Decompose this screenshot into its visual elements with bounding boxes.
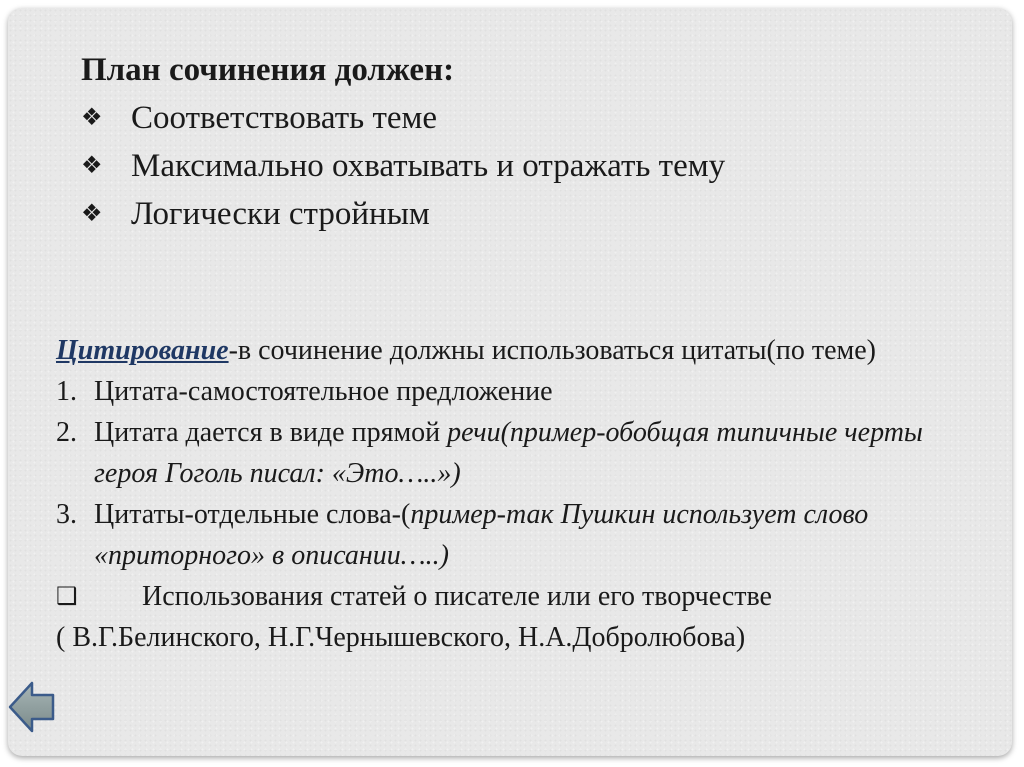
list-item (56, 494, 986, 576)
list-item (56, 412, 986, 494)
quoting-term: Цитирование (56, 335, 229, 366)
list-item-text (94, 494, 986, 576)
diamond-bullet-icon: ❖ (81, 105, 103, 131)
quoting-definition (56, 330, 986, 371)
list-item-text (94, 371, 986, 412)
list-number: 2. (56, 417, 77, 448)
plan-list (81, 94, 725, 238)
quoting-section (56, 330, 986, 658)
quote-types-list (56, 371, 986, 576)
list-item-example: пример-так Пушкин использует слово «приторного» в описании…..) (94, 499, 869, 571)
list-item-plain: Цитата-самостоятельное предложение (94, 376, 553, 407)
critics-list: ( В.Г.Белинского, Н.Г.Чернышевского, Н.А.Добролюбова) (56, 622, 746, 653)
plan-item (81, 142, 725, 190)
diamond-bullet-icon: ❖ (81, 201, 103, 227)
list-item-text (94, 412, 986, 494)
list-item-example: речи(пример-обобщая типичные черты героя Гоголь писал: «Это…..») (94, 417, 923, 489)
list-item (56, 371, 986, 412)
slide (8, 8, 1012, 756)
quoting-definition-text: -в сочинение должны использоваться цитаты(по теме) (228, 335, 876, 366)
list-item-plain: Цитата дается в виде прямой (94, 417, 448, 448)
list-number: 3. (56, 499, 77, 530)
left-arrow-icon (8, 680, 56, 734)
articles-item (56, 576, 986, 617)
list-number: 1. (56, 376, 77, 407)
plan-item (81, 190, 725, 238)
plan-title: План сочинения должен: (81, 52, 455, 88)
square-bullet-icon: ❑ (56, 583, 78, 610)
plan-item-text: Максимально охватывать и отражать тему (131, 147, 726, 184)
list-item-plain: Цитаты-отдельные слова-( (94, 499, 411, 530)
plan-item-text: Логически стройным (131, 195, 430, 232)
back-button[interactable] (8, 680, 56, 734)
articles-text: Использования статей о писателе или его творчестве (142, 581, 772, 612)
plan-item-text: Соответствовать теме (131, 99, 438, 136)
diamond-bullet-icon: ❖ (81, 153, 103, 179)
plan-item (81, 94, 725, 142)
